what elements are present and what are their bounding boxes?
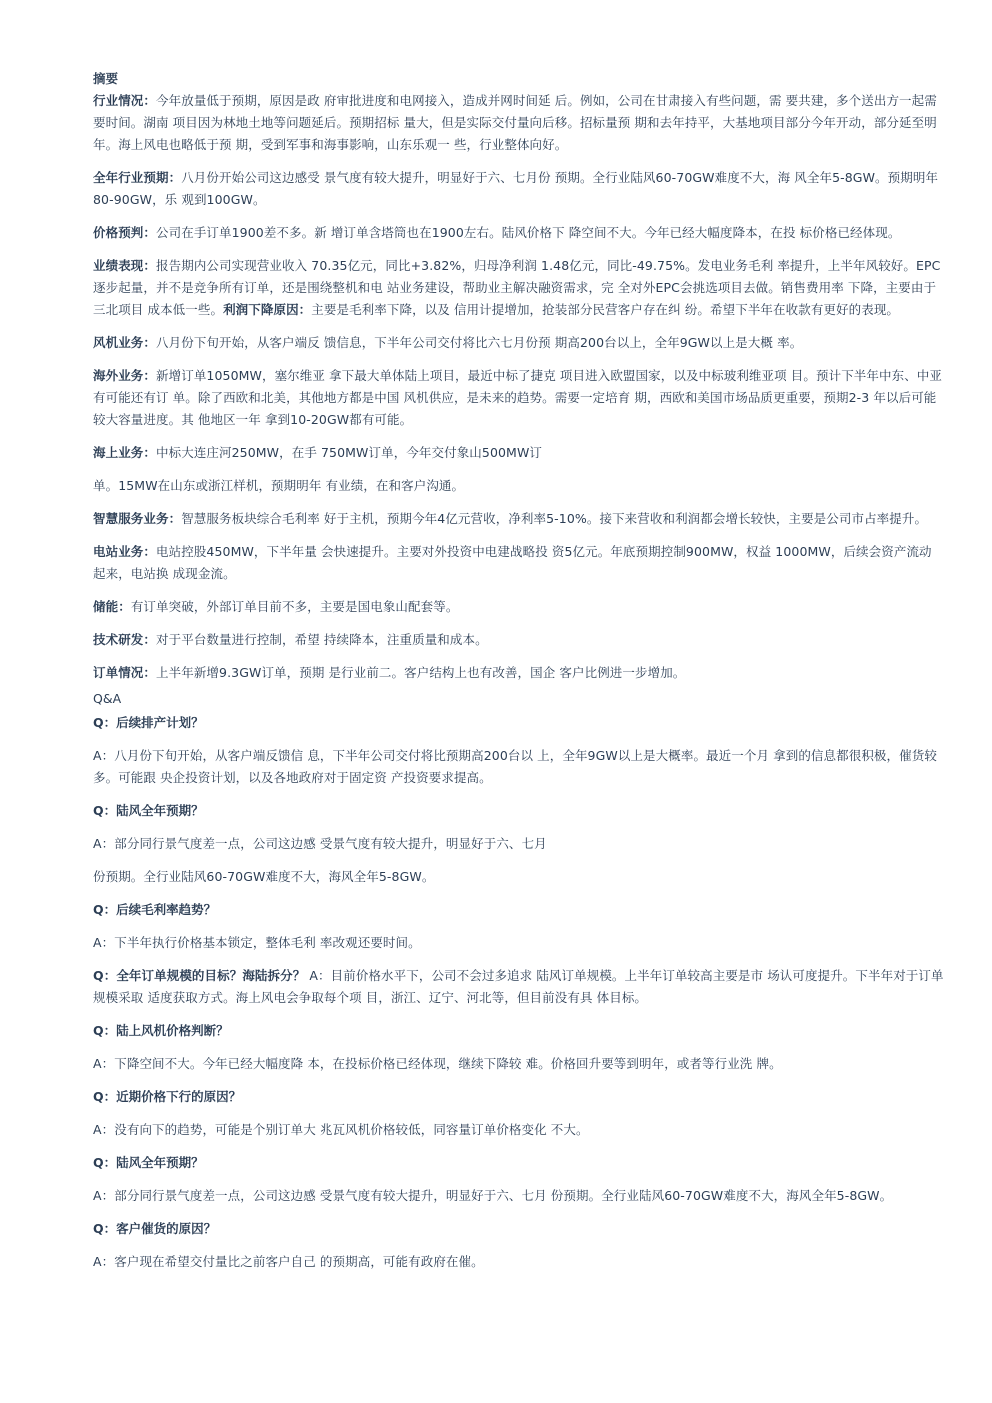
section-text: 智慧服务板块综合毛利率 好于主机，预期今年4亿元营收，净利率5-10%。接下来营收和利润都会增长较快，主要是公司市占率提升。 xyxy=(181,511,928,526)
section-label: 风机业务： xyxy=(93,335,157,350)
section-rnd xyxy=(93,629,944,651)
section-label: 行业情况： xyxy=(93,93,157,108)
answer: A：目前价格水平下，公司不会过多追求 陆风订单规模。上半年订单较高主要是市 场认可度提升。下半年对于订单规模采取 适度获取方式。海上风电会争取每个项 目，浙江、辽宁、河北等，但目前没有具 体目标。 xyxy=(93,968,944,1005)
section-power-station xyxy=(93,541,944,585)
section-performance xyxy=(93,255,944,321)
section-overseas xyxy=(93,365,944,431)
section-text: 上半年新增9.3GW订单，预期 是行业前二。客户结构上也有改善，国企 客户比例进一步增加。 xyxy=(156,665,686,680)
question: Q：全年订单规模的目标？海陆拆分？ xyxy=(93,968,306,983)
section-smart-service xyxy=(93,508,944,530)
section-label: 海外业务： xyxy=(93,368,157,383)
answer: A：没有向下的趋势，可能是个别订单大 兆瓦风机价格较低，同容量订单价格变化 不大。 xyxy=(93,1122,589,1137)
question: Q：陆上风机价格判断？ xyxy=(93,1023,229,1038)
section-label: 电站业务： xyxy=(93,544,157,559)
qa-inline-item xyxy=(93,965,944,1009)
section-text: 今年放量低于预期，原因是政 府审批进度和电网接入，造成并网时间延 后。例如，公司在甘肃接入有些问题，需 要共建，多个送出方一起需要时间。湖南 项目因为林地土地等问题延后。预期招标 量大，但是实际交付量向后移。招标量预 期和去年持平，大基地项目部分今年开动，部分延至明年。海上风电也略低于预 期，受到军事和海事影响，山东乐观一 些，行业整体向好。 xyxy=(93,93,937,152)
section-annual-forecast xyxy=(93,167,944,211)
section-text: 电站控股450MW，下半年量 会快速提升。主要对外投资中电建战略投 资5亿元。年底预期控制900MW，权益 1000MW，后续会资产流动起来，电站换 成现金流。 xyxy=(93,544,932,581)
section-turbine xyxy=(93,332,944,354)
answer-continued: 份预期。全行业陆风60-70GW难度不大，海风全年5-8GW。 xyxy=(93,869,435,884)
section-offshore xyxy=(93,442,944,464)
answer: A：部分同行景气度差一点，公司这边感 受景气度有较大提升，明显好于六、七月 份预期。全行业陆风60-70GW难度不大，海风全年5-8GW。 xyxy=(93,1188,893,1203)
section-orders xyxy=(93,662,944,684)
section-label-profit-decline: 利润下降原因： xyxy=(223,302,312,317)
section-label: 业绩表现： xyxy=(93,258,157,273)
question: Q：后续毛利率趋势？ xyxy=(93,902,217,917)
answer: A：八月份下旬开始，从客户端反馈信 息，下半年公司交付将比预期高200台以 上，全年9GW以上是大概率。最近一个月 拿到的信息都很积极，催货较多。可能跟 央企投资计划，以及各地政府对于固定资 产投资要求提高。 xyxy=(93,748,937,785)
section-text: 公司在手订单1900差不多。新 增订单含塔筒也在1900左右。陆风价格下 降空间不大。今年已经大幅度降本，在投 标价格已经体现。 xyxy=(156,225,901,240)
question: Q：近期价格下行的原因？ xyxy=(93,1089,242,1104)
section-label: 智慧服务业务： xyxy=(93,511,182,526)
section-text: 对于平台数量进行控制，希望 持续降本，注重质量和成本。 xyxy=(156,632,488,647)
section-label: 储能： xyxy=(93,599,131,614)
answer: A：部分同行景气度差一点，公司这边感 受景气度有较大提升，明显好于六、七月 xyxy=(93,836,547,851)
section-label: 海上业务： xyxy=(93,445,157,460)
section-label: 技术研发： xyxy=(93,632,157,647)
summary-title: 摘要 xyxy=(93,71,119,86)
qa-title: Q&A xyxy=(93,691,122,706)
answer: A：客户现在希望交付量比之前客户自己 的预期高，可能有政府在催。 xyxy=(93,1254,484,1269)
section-text: 八月份下旬开始，从客户端反 馈信息，下半年公司交付将比六七月份预 期高200台以上，全年9GW以上是大概 率。 xyxy=(156,335,803,350)
question: Q：陆风全年预期？ xyxy=(93,803,204,818)
section-price xyxy=(93,222,944,244)
answer: A：下半年执行价格基本锁定，整体毛利 率改观还要时间。 xyxy=(93,935,421,950)
section-label: 价格预判： xyxy=(93,225,157,240)
section-label: 全年行业预期： xyxy=(93,170,182,185)
section-offshore-continued: 单。15MW在山东或浙江样机，预期明年 有业绩，在和客户沟通。 xyxy=(93,478,465,493)
section-text: 新增订单1050MW，塞尔维亚 拿下最大单体陆上项目，最近中标了捷克 项目进入欧盟国家，以及中标玻利维亚项 目。预计下半年中东、中亚有可能还有订 单。除了西欧和北美，其他地方都是中国 风机供应，是未来的趋势。需要一定培育 期，西欧和美国市场品质更重要，预期2-3 年以后可能较大容量进度。其 他地区一年 拿到10-20GW都有可能。 xyxy=(93,368,942,427)
question: Q：陆风全年预期？ xyxy=(93,1155,204,1170)
section-text-profit-decline: 主要是毛利率下降，以及 信用计提增加，抢装部分民营客户存在纠 纷。希望下半年在收款有更好的表现。 xyxy=(311,302,900,317)
section-text: 中标大连庄河250MW，在手 750MW订单，今年交付象山500MW订 xyxy=(156,445,542,460)
section-text: 八月份开始公司这边感受 景气度有较大提升，明显好于六、七月份 预期。全行业陆风60-70GW难度不大，海 风全年5-8GW。预期明年80-90GW，乐 观到100GW。 xyxy=(93,170,939,207)
section-text: 有订单突破，外部订单目前不多，主要是国电象山配套等。 xyxy=(130,599,459,614)
section-industry xyxy=(93,90,944,156)
answer: A：下降空间不大。今年已经大幅度降 本，在投标价格已经体现，继续下降较 难。价格回升要等到明年，或者等行业洗 牌。 xyxy=(93,1056,782,1071)
question: Q：后续排产计划？ xyxy=(93,715,204,730)
section-label: 订单情况： xyxy=(93,665,157,680)
section-storage xyxy=(93,596,944,618)
question: Q：客户催货的原因？ xyxy=(93,1221,217,1236)
section-text: 报告期内公司实现营业收入 70.35亿元，同比+3.82%，归母净利润 1.48亿元，同比-49.75%。发电业务毛利 率提升，上半年风较好。EPC逐步起量，并不是竞争所有订单，还是围绕整机和电 站业务建设，帮助业主解决融资需求，完 全对外EPC会挑选项目去做。销售费用率 下降，主要由于三北项目 成本低一些。 xyxy=(93,258,941,317)
